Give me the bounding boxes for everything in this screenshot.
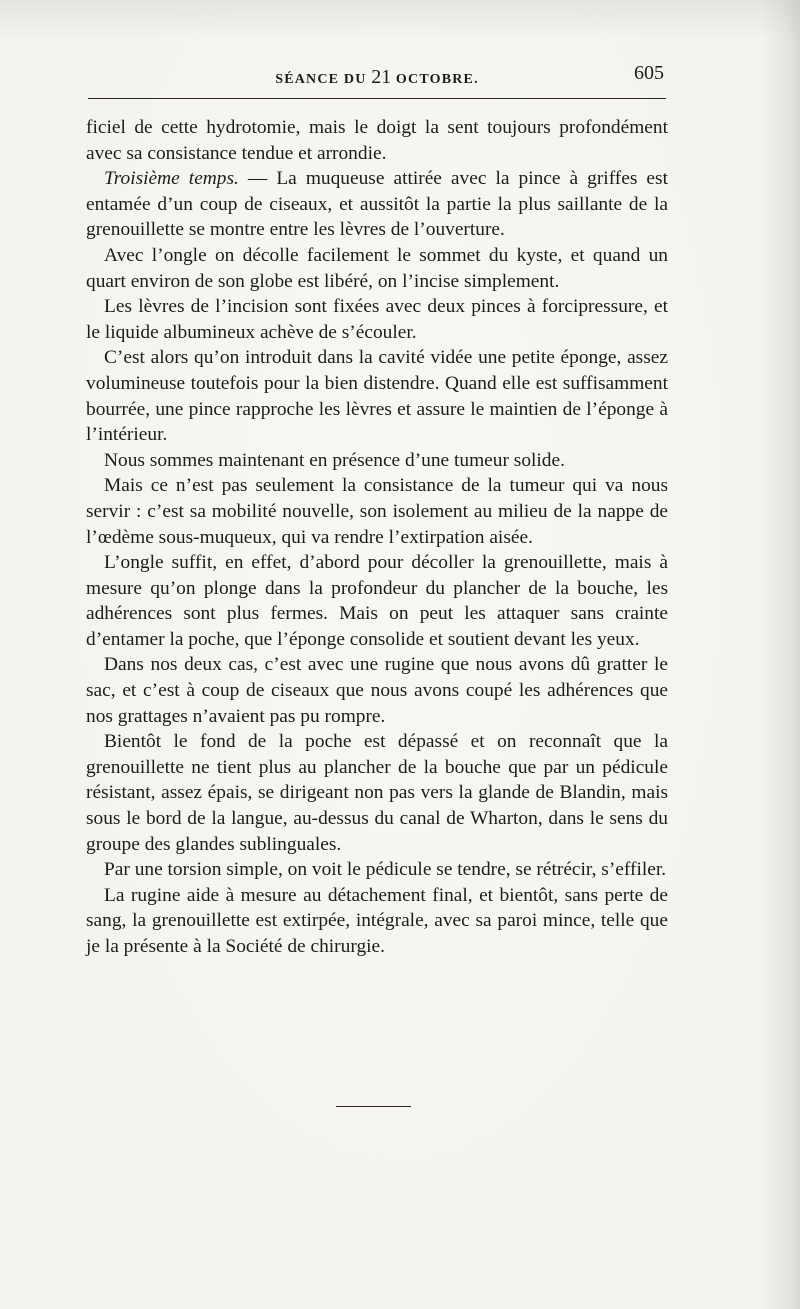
paragraph	[86, 729, 668, 857]
body-text	[86, 115, 668, 960]
paragraph-text: Par une torsion simple, on voit le pédicule se tendre, se rétrécir, s’effiler.	[104, 859, 667, 881]
paragraph-text: Les lèvres de l’incision sont fixées avec deux pinces à forcipressure, et le liquide albumineux achève de s’écouler.	[86, 296, 668, 343]
paragraph	[86, 243, 668, 294]
paragraph-text: — La muqueuse attirée avec la pince à griffes est entamée d’un coup de ciseaux, et aussitôt la partie la plus saillante de la grenouillette se montre entre les lèvres de l’ouverture.	[86, 168, 668, 241]
paragraph-lead: Troisième temps.	[104, 168, 239, 190]
paragraph-text: Dans nos deux cas, c’est avec une rugine que nous avons dû gratter le sac, et c’est à coup de ciseaux que nous avons coupé les adhérences que nos grattages n’avaient pas pu rompre.	[86, 654, 668, 727]
running-head-date: 21	[371, 66, 392, 88]
paragraph-text: Bientôt le fond de la poche est dépassé et on reconnaît que la grenouillette ne tient plus au plancher de la bouche que par un pédicule résistant, assez épais, se dirigeant non pas vers la glande de Blandin, mais sous le bord de la langue, au-dessus du canal de Wharton, dans le sens du groupe des glandes sublinguales.	[86, 731, 668, 855]
paragraph	[86, 652, 668, 729]
paragraph-text: La rugine aide à mesure au détachement final, et bientôt, sans perte de sang, la grenouillette est extirpée, intégrale, avec sa paroi mince, telle que je la présente à la Société de chirurgie.	[86, 884, 668, 957]
running-head-title	[86, 66, 668, 89]
running-head	[86, 62, 668, 88]
page-shadow-top	[0, 0, 800, 40]
end-rule	[336, 1106, 411, 1107]
paragraph	[86, 550, 668, 652]
paragraph	[86, 166, 668, 243]
running-head-title-pre: SÉANCE DU	[275, 72, 372, 87]
header-rule	[88, 98, 666, 99]
paragraph	[86, 294, 668, 345]
paragraph-text: Mais ce n’est pas seulement la consistance de la tumeur qui va nous servir : c’est sa mobilité nouvelle, son isolement au milieu de la nappe de l’œdème sous-muqueux, qui va rendre l’extirpation aisée.	[86, 475, 668, 548]
paragraph-text: Nous sommes maintenant en présence d’une tumeur solide.	[104, 449, 565, 471]
paragraph	[86, 883, 668, 960]
paragraph-text: ficiel de cette hydrotomie, mais le doigt la sent toujours profondément avec sa consistance tendue et arrondie.	[86, 117, 668, 164]
paragraph	[86, 448, 668, 474]
paragraph	[86, 345, 668, 447]
paragraph	[86, 473, 668, 550]
paragraph	[86, 115, 668, 166]
paragraph	[86, 857, 668, 883]
paragraph-text: Avec l’ongle on décolle facilement le sommet du kyste, et quand un quart environ de son globe est libéré, on l’incise simplement.	[86, 244, 668, 292]
page-shadow-right	[762, 0, 800, 1309]
paragraph-text: C’est alors qu’on introduit dans la cavité vidée une petite éponge, assez volumineuse toutefois pour la bien distendre. Quand elle est suffisamment bourrée, une pince rapproche les lèvres et assure le maintien de l’éponge à l’intérieur.	[86, 347, 668, 446]
paragraph-text: L’ongle suffit, en effet, d’abord pour décoller la grenouillette, mais à mesure qu’on plonge dans la profondeur du plancher de la bouche, les adhérences sont plus fermes. Mais on peut les attaquer sans crainte d’entamer la poche, que l’éponge consolide et soutient devant les yeux.	[86, 552, 668, 650]
page-number: 605	[634, 62, 664, 84]
running-head-title-post: OCTOBRE.	[391, 72, 479, 87]
